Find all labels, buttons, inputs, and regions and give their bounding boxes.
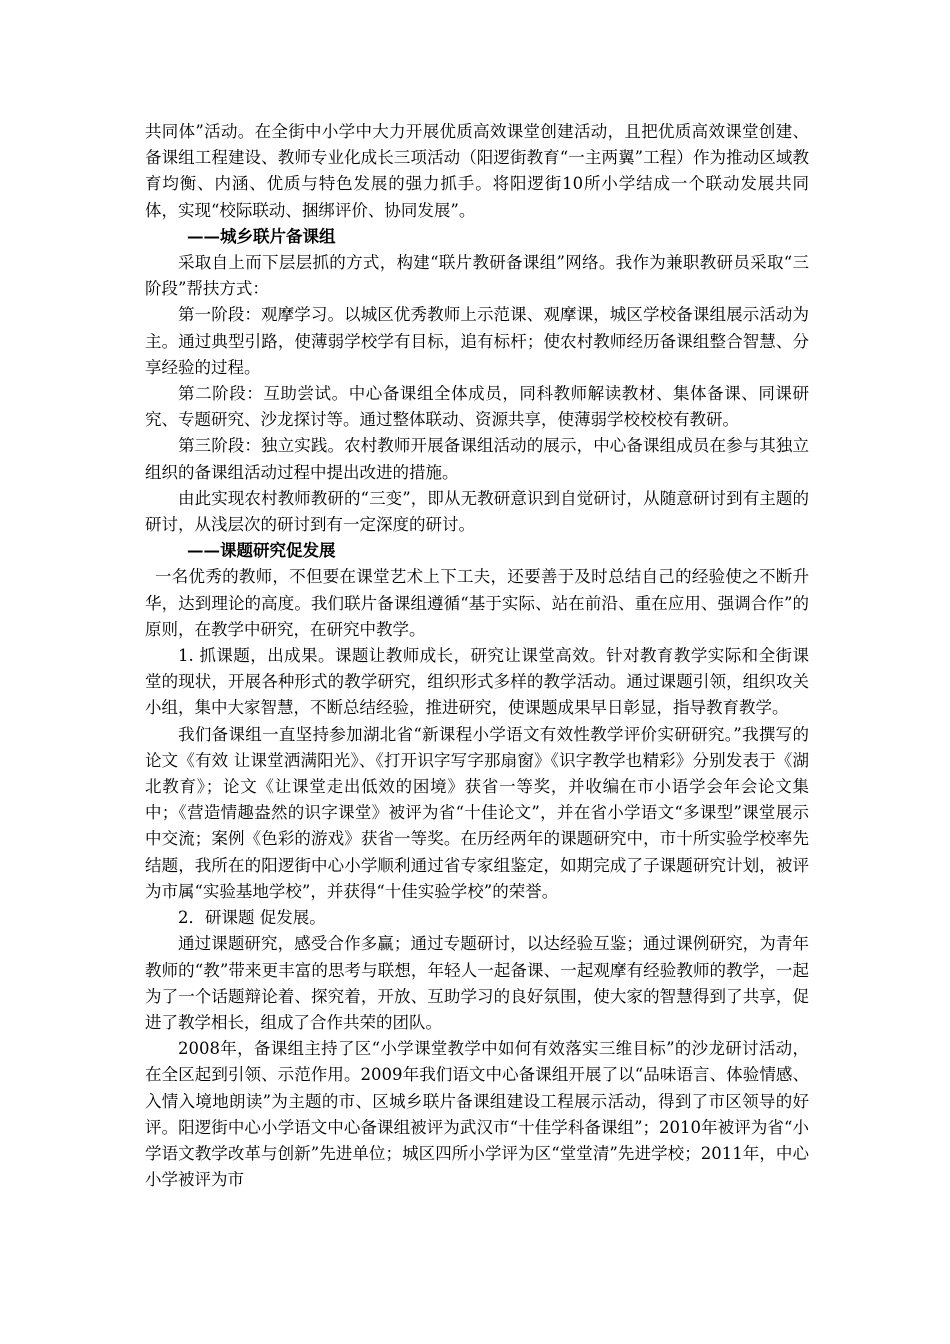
body-paragraph: 由此实现农村教师教研的“三变”，即从无教研意识到自觉研讨，从随意研讨到有主题的研讨，从浅层次的研讨到有一定深度的研讨。 xyxy=(145,488,809,535)
section-heading: ——课题研究促发展 xyxy=(187,541,336,561)
body-paragraph: 第二阶段：互助尝试。中心备课组全体成员，同科教师解读教材、集体备课、同课研究、专题研究、沙龙探讨等。通过整体联动、资源共享，使薄弱学校校校有教研。 xyxy=(145,384,809,430)
body-paragraph: 2008年，备课组主持了区“小学课堂教学中如何有效落实三维目标”的沙龙研讨活动，在全区起到引领、示范作用。2009年我们语文中心备课组开展了以“品味语言、体验情感、入情入境地朗读”为主题的市、区城乡联片备课组建设工程展示活动，得到了市区领导的好评。阳逻街中心小学语文中心备课组被评为武汉市“十佳学科备课组”；2010年被评为省“小学语文教学改革与创新”先进单位；城区四所小学评为区“堂堂清”先进学校；2011年，中心小学被评为市 xyxy=(145,1039,809,1190)
body-paragraph: 第一阶段：观摩学习。以城区优秀教师上示范课、观摩课，城区学校备课组展示活动为主。通过典型引路，使薄弱学校学有目标，追有标杆；使农村教师经历备课组整合智慧、分享经验的过程。 xyxy=(145,305,809,377)
body-paragraph: 一名优秀的教师，不但要在课堂艺术上下工夫，还要善于及时总结自己的经验使之不断升华，达到理论的高度。我们联片备课组遵循“基于实际、站在前沿、重在应用、强调合作”的原则，在教学中研究，在研究中教学。 xyxy=(145,567,809,639)
document-page xyxy=(145,119,809,1193)
section-heading: ——城乡联片备课组 xyxy=(187,226,336,246)
body-paragraph: 通过课题研究，感受合作多赢；通过专题研讨，以达经验互鉴；通过课例研究，为青年教师的“教”带来更丰富的思考与联想，年轻人一起备课、一起观摩有经验教师的教学，一起为了一个话题辩论着、探究着，开放、互助学习的良好氛围，使大家的智慧得到了共享，促进了教学相长，组成了合作共荣的团队。 xyxy=(145,934,809,1032)
body-paragraph: 1. 抓课题，出成果。课题让教师成长，研究让课堂高效。针对教育教学实际和全街课堂的现状，开展各种形式的教学研究，组织形式多样的教学活动。通过课题引领，组织攻关小组，集中大家智慧，不断总结经验，推进研究，使课题成果早日彰显，指导教育教学。 xyxy=(145,646,809,718)
body-paragraph: 采取自上而下层层抓的方式，构建“联片教研备课组”网络。我作为兼职教研员采取“三阶段”帮扶方式： xyxy=(145,253,809,299)
body-paragraph: 第三阶段：独立实践。农村教师开展备课组活动的展示，中心备课组成员在参与其独立组织的备课组活动过程中提出改进的措施。 xyxy=(145,436,809,482)
body-paragraph: 我们备课组一直坚持参加湖北省“新课程小学语文有效性教学评价实研研究。”我撰写的论文《有效 让课堂洒满阳光》、《打开识字写字那扇窗》《识字教学也精彩》分别发表于《湖北教育》；论文《让课堂走出低效的困境》获省一等奖，并收编在市小语学会年会论文集中；《营造情趣盎然的识字课堂》被评为省“十佳论文”，并在省小学语文“多课型”课堂展示中交流；案例《色彩的游戏》获省一等奖。在历经两年的课题研究中，市十所实验学校率先结题，我所在的阳逻街中心小学顺利通过省专家组鉴定，如期完成了子课题研究计划，被评为市属“实验基地学校”，并获得“十佳实验学校”的荣誉。 xyxy=(145,724,809,901)
body-paragraph: 共同体”活动。在全街中小学中大力开展优质高效课堂创建活动，且把优质高效课堂创建、备课组工程建设、教师专业化成长三项活动（阳逻街教育“一主两翼”工程）作为推动区域教育均衡、内涵、优质与特色发展的强力抓手。将阳逻街10所小学结成一个联动发展共同体，实现“校际联动、捆绑评价、协同发展”。 xyxy=(145,122,809,220)
body-paragraph: 2．研课题 促发展。 xyxy=(178,908,326,928)
